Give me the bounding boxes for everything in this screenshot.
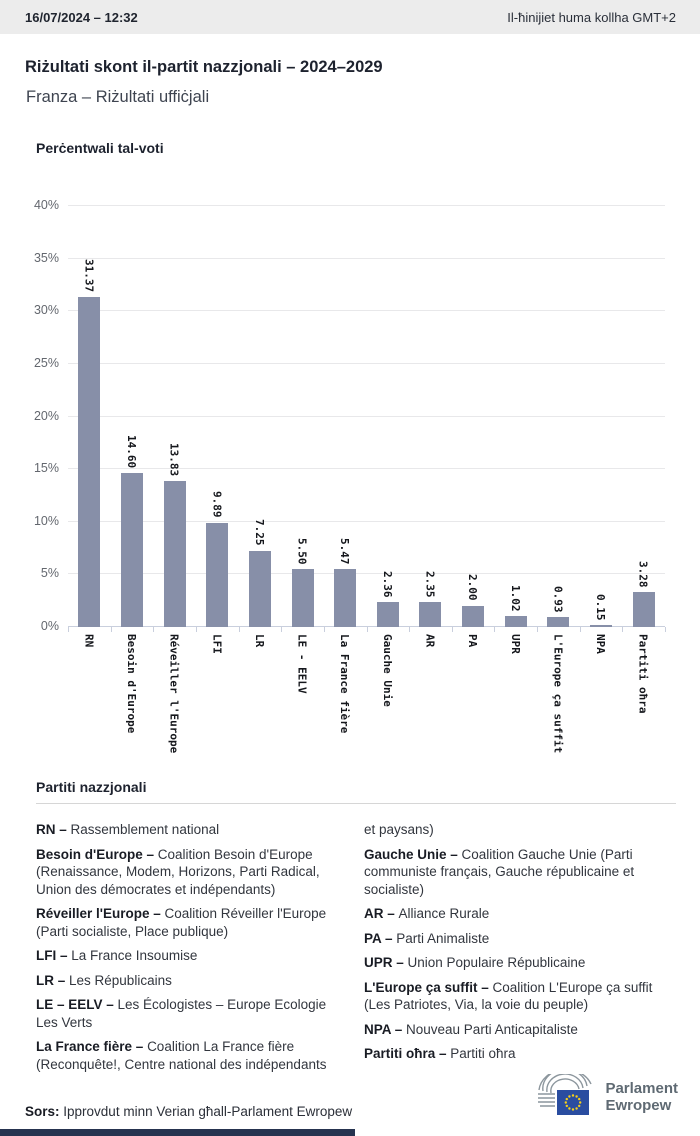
legend-term: RN –: [36, 822, 71, 837]
x-axis-tick-mark: [409, 627, 410, 632]
x-axis-category-label: Partiti oħra: [636, 634, 650, 714]
legend-desc: Les Écologistes – Europe Ecologie Les Verts: [36, 997, 327, 1030]
grid-line: [33, 198, 665, 212]
legend-term: L'Europe ça suffit –: [364, 979, 493, 995]
bar-value-label: 14.60: [124, 435, 138, 469]
legend-entry: [36, 846, 338, 899]
bar-value-label: 3.28: [636, 560, 650, 588]
bar-value-label: 2.35: [423, 570, 437, 598]
bar-Besoin d'Europe: [121, 473, 143, 627]
legend-term: LR –: [36, 972, 70, 988]
y-axis-tick-label: 20%: [33, 408, 59, 423]
legend-heading: Partiti nazzjonali: [36, 779, 147, 795]
legend-entry: [36, 947, 338, 965]
legend-desc: Les Républicains: [69, 972, 172, 988]
x-axis-category-label: AR: [423, 634, 437, 648]
y-axis-tick-label: 30%: [33, 303, 59, 318]
grid-line: [33, 513, 665, 528]
bar-LE - EELV: [292, 569, 314, 627]
legend-entry: [364, 1021, 666, 1039]
legend-column: [364, 821, 666, 1073]
header-bar: [0, 0, 700, 34]
x-axis-category-label: LR: [252, 634, 266, 648]
bar-value-label: 9.89: [210, 491, 224, 518]
bar-AR: [419, 602, 441, 627]
x-axis-category-label: L'Europe ça suffit: [551, 634, 565, 754]
x-axis-tick-mark: [111, 627, 112, 632]
legend-term: NPA –: [364, 1021, 407, 1037]
european-parliament-logo: [535, 1074, 678, 1120]
bar-Gauche Unie: [377, 602, 399, 627]
legend-desc: Nouveau Parti Anticapitaliste: [406, 1021, 578, 1037]
x-axis-tick-mark: [68, 627, 69, 632]
y-axis-tick-label: 35%: [33, 250, 59, 265]
legend-term: PA –: [364, 930, 397, 946]
legend-columns: [36, 821, 676, 1073]
legend-column: [36, 821, 338, 1073]
x-axis-category-label: NPA: [594, 634, 608, 654]
legend-term: LFI –: [36, 948, 72, 963]
legend-term: La France fière –: [36, 1039, 148, 1054]
legend-desc: et paysans): [364, 822, 434, 837]
x-axis-category-label: PA: [466, 634, 480, 648]
x-axis-category-label: Réveiller l'Europe: [167, 634, 181, 754]
y-axis-tick-label: 25%: [33, 355, 59, 370]
legend-desc: La France Insoumise: [71, 948, 198, 963]
legend-entry: [36, 972, 338, 990]
x-axis-tick-mark: [153, 627, 154, 632]
bar-value-label: 0.93: [551, 585, 565, 613]
y-axis-tick-label: 5%: [40, 566, 59, 581]
y-axis-tick-label: 40%: [33, 198, 59, 212]
legend-entry: [36, 905, 338, 940]
legend-entry: [36, 996, 338, 1031]
bar-value-label: 7.25: [252, 519, 266, 546]
legend-desc: Coalition Gauche Unie (Parti communiste français, Gauche républicaine et socialiste): [364, 846, 635, 897]
legend-desc: Alliance Rurale: [398, 906, 490, 921]
legend-term: UPR –: [364, 955, 408, 970]
bar-LFI: [206, 523, 228, 627]
bar-RN: [78, 297, 100, 627]
legend-divider: [36, 803, 676, 804]
header-datetime: 16/07/2024 – 12:32: [25, 9, 138, 25]
legend-term: Réveiller l'Europe –: [36, 906, 165, 921]
x-axis-tick-mark: [537, 627, 538, 632]
header-timezone-note: Il-ħinijiet huma kollha GMT+2: [507, 9, 676, 25]
bar-value-label: 0.15: [594, 593, 608, 621]
page-subtitle: Franza – Riżultati uffiċjali: [26, 88, 210, 106]
grid-line: [33, 461, 665, 476]
legend-term: LE – EELV –: [36, 997, 118, 1012]
ep-logo-line1: Parlament: [605, 1080, 678, 1097]
x-axis-category-label: Gauche Unie: [380, 634, 394, 707]
x-axis-tick-mark: [580, 627, 581, 632]
x-axis-tick-mark: [281, 627, 282, 632]
bar-Partiti oħra: [633, 592, 655, 627]
legend-term: Partiti oħra –: [364, 1046, 451, 1061]
ep-hemicycle-flag-icon: [535, 1074, 597, 1120]
x-axis-tick-mark: [452, 627, 453, 632]
bar-Réveiller l'Europe: [164, 481, 186, 627]
x-axis-tick-mark: [622, 627, 623, 632]
bar-NPA: [590, 625, 612, 627]
legend-entry: [36, 821, 338, 839]
legend-entry: [364, 954, 666, 972]
legend-entry: [364, 821, 666, 839]
source-label: Sors:: [25, 1104, 60, 1119]
bar-LR: [249, 551, 271, 627]
chart-x-axis-labels: [68, 634, 665, 766]
x-axis-tick-mark: [196, 627, 197, 632]
page-title: Riżultati skont il-partit nazzjonali – 2024–2029: [25, 58, 383, 76]
x-axis-tick-mark: [324, 627, 325, 632]
legend-entry: [364, 846, 666, 899]
legend-desc: Parti Animaliste: [396, 930, 490, 946]
bar-L'Europe ça suffit: [547, 617, 569, 627]
bar-value-label: 2.00: [466, 574, 480, 601]
grid-line: [33, 250, 665, 265]
legend-desc: Partiti oħra: [450, 1046, 516, 1061]
ep-logo-wordmark: [605, 1080, 678, 1114]
x-axis-category-label: Besoin d'Europe: [124, 634, 138, 734]
x-axis-tick-mark: [665, 627, 666, 632]
x-axis-category-label: UPR: [508, 634, 522, 654]
y-axis-tick-label: 0%: [40, 619, 59, 633]
legend-desc: Coalition La France fière (Reconquête!, Centre national des indépendants: [36, 1039, 327, 1072]
ep-logo-line2: Ewropew: [605, 1097, 672, 1114]
grid-line: [33, 408, 665, 423]
x-axis-category-label: LE - EELV: [295, 634, 309, 694]
chart-title: Perċentwali tal-voti: [36, 140, 164, 156]
legend-term: AR –: [364, 906, 399, 921]
legend-desc: Union Populaire Républicaine: [407, 955, 586, 970]
legend-entry: [364, 930, 666, 948]
party-legend-section: [36, 779, 676, 1073]
x-axis-category-label: RN: [82, 634, 96, 648]
bar-PA: [462, 606, 484, 627]
chart-plot-area: [33, 198, 665, 633]
bar-La France fière: [334, 569, 356, 627]
legend-entry: [36, 1038, 338, 1073]
x-axis-tick-mark: [239, 627, 240, 632]
grid-line: [33, 303, 665, 318]
x-axis-tick-mark: [494, 627, 495, 632]
bar-value-label: 5.50: [295, 537, 309, 565]
legend-entry: [364, 905, 666, 923]
legend-desc: Coalition Réveiller l'Europe (Parti socialiste, Place publique): [36, 906, 327, 939]
legend-entry: [364, 979, 666, 1014]
bar-value-label: 1.02: [508, 584, 522, 612]
legend-desc: Rassemblement national: [70, 822, 220, 837]
bar-UPR: [505, 616, 527, 627]
bar-value-label: 5.47: [338, 537, 352, 565]
source-note: [25, 1104, 352, 1119]
x-axis-category-label: LFI: [210, 634, 224, 654]
x-axis-tick-mark: [367, 627, 368, 632]
bar-value-label: 31.37: [82, 258, 96, 292]
legend-desc: Coalition L'Europe ça suffit (Les Patriotes, Via, la voie du peuple): [364, 979, 653, 1012]
grid-line: [33, 355, 665, 370]
bottom-accent-bar: [0, 1129, 355, 1136]
legend-desc: Coalition Besoin d'Europe (Renaissance, Modem, Horizons, Parti Radical, Union des démocrates et indépendants): [36, 846, 320, 897]
legend-entry: [364, 1045, 666, 1063]
x-axis-category-label: La France fière: [338, 634, 352, 734]
y-axis-tick-label: 10%: [33, 513, 59, 528]
bar-chart: [33, 198, 665, 766]
y-axis-tick-label: 15%: [33, 461, 59, 476]
legend-term: Besoin d'Europe –: [36, 846, 158, 862]
source-text: Ipprovdut minn Verian għall-Parlament Ewropew: [63, 1104, 353, 1119]
legend-term: Gauche Unie –: [364, 846, 462, 862]
bar-value-label: 2.36: [380, 570, 394, 598]
bar-value-label: 13.83: [167, 443, 181, 477]
